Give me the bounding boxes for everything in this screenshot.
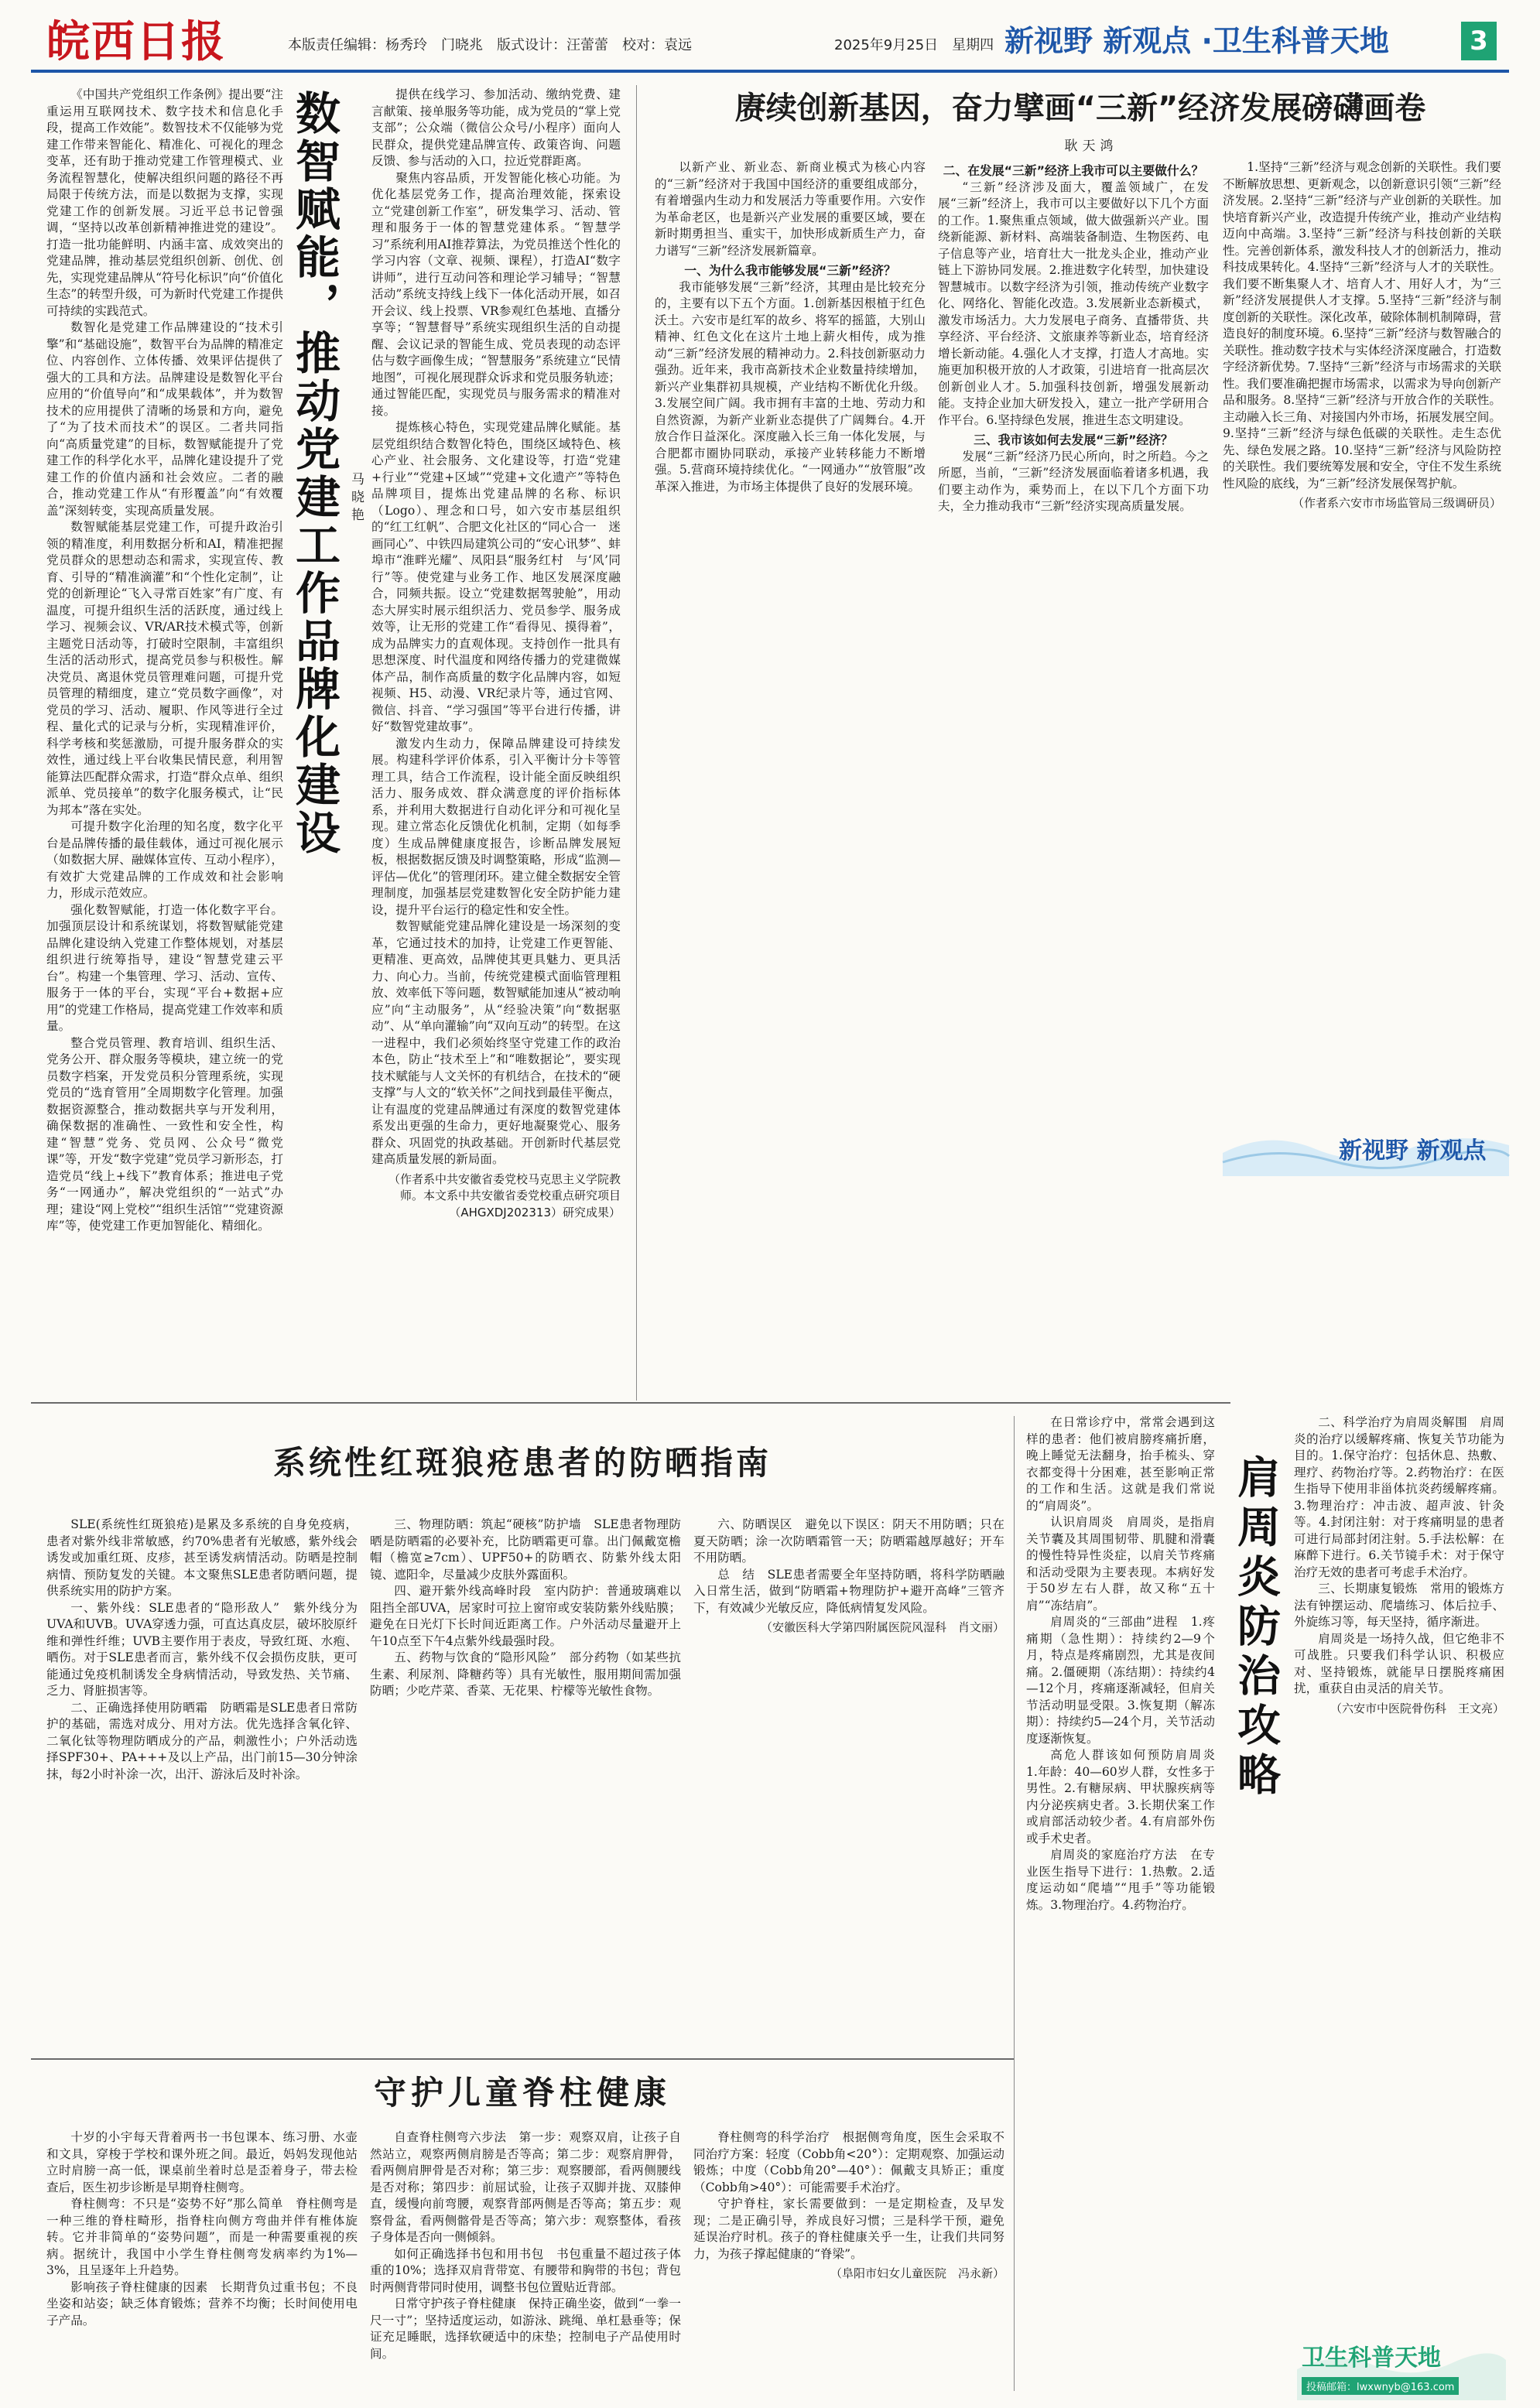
article1-para: 数智化是党建工作品牌建设的“技术引擎”和“基础设施”，数智平台为品牌的精准定位、内容创作、立体传播、效果评估提供了强大的工具和方法。品牌建设是数智化平台应用的“价值导向”和“成果载体”，并为数智技术的应用提供了清晰的场景和方向，避免了“为了技术而技术”的误区。二者共同指向“高质量党建”的目标，数智赋能提升了党建工作的科学化水平，品牌化建设提升了党建工作的价值内涵和社会效应。二者的融合，推动党建工作从“有形覆盖”向“有效覆盖”深刻转变，实现高质量发展。 bbox=[46, 320, 283, 518]
article3-col1 bbox=[46, 1517, 358, 2051]
article3-para: 五、药物与饮食的“隐形风险” 部分药物（如某些抗生素、利尿剂、降糖药等）具有光敏性，服用期间需加强防晒；少吃芹菜、香菜、无花果、柠檬等光敏性食物。 bbox=[370, 1650, 681, 1698]
article3-para: 一、紫外线：SLE患者的“隐形敌人” 紫外线分为UVA和UVB。UVA穿透力强，可直达真皮层，破坏胶原纤维和弹性纤维；UVB主要作用于表皮，导致红斑、水疱、晒伤。对于SLE患者而言，紫外线不仅会损伤皮肤，更可能通过免疫机制诱发全身病情活动，导致发热、关节痛、乏力、肾脏损害等。 bbox=[46, 1600, 358, 1698]
article2-section-text: “三新”经济涉及面大，覆盖领域广，在发展“三新”经济上，我市可以主要做好以下几个方面的工作。1.聚焦重点领域，做大做强新兴产业。围绕新能源、新材料、高端装备制造、生物医药、电子信息等产业，培育壮大一批龙头企业，推动产业链上下游协同发展。2.推进数字化转型，加快建设智慧城市。以数字经济为引领，推动传统产业数字化、网络化、智能化改造。3.发展新业态新模式，激发市场活力。大力发展电子商务、直播带货、共享经济、平台经济、文旅康养等新业态，培育经济增长新动能。4.强化人才支撑，打造人才高地。实施更加积极开放的人才政策，引进培育一批高层次创新创业人才。5.加强科技创新，增强发展新动能。支持企业加大研发投入，建立一批产学研用合作平台。6.坚持绿色发展，推进生态文明建设。 bbox=[938, 180, 1209, 427]
article3-para: 三、物理防晒：筑起“硬核”防护墙 SLE患者物理防晒是防晒霜的必要补充，比防晒霜更可靠。出门佩戴宽檐帽（檐宽≥7cm）、UPF50+的防晒衣、防紫外线太阳镜、遮阳伞，尽量减少皮肤外露面积。 bbox=[370, 1517, 681, 1582]
article4-para: 自查脊柱侧弯六步法 第一步：观察双肩，让孩子自然站立，观察两侧肩膀是否等高；第二步：观察肩胛骨，看两侧肩胛骨是否对称；第三步：观察腰部，看两侧腰线是否对称；第四步：前屈试验，让孩子双脚并拢、双膝伸直，缓慢向前弯腰，观察背部两侧是否等高；第五步：观察骨盆，看两侧髂骨是否等高；第六步：观察整体，看孩子身体是否向一侧倾斜。 bbox=[370, 2130, 681, 2244]
article4-para: 影响孩子脊柱健康的因素 长期背负过重书包；不良坐姿和站姿；缺乏体育锻炼；营养不均衡；长时间使用电子产品。 bbox=[46, 2280, 358, 2328]
article3-para: 总 结 SLE患者需要全年坚持防晒，将科学防晒融入日常生活，做到“防晒霜+物理防护+避开高峰”三管齐下，有效减少光敏反应，降低病情复发风险。 bbox=[693, 1567, 1004, 1615]
health-section-corner bbox=[1297, 2331, 1506, 2400]
article1-col1 bbox=[46, 87, 283, 1402]
article4-col2 bbox=[370, 2129, 681, 2393]
article1-para: 聚焦内容品质，开发智能化核心功能。为优化基层党务工作，提高治理效能，探索设立“党建创新工作室”，研发集学习、活动、管理和服务于一体的智慧党建体系。“智慧学习”系统利用AI推荐算法，为党员推送个性化的学习内容（文章、视频、课程），打造AI“数字讲师”，进行互动问答和理论学习辅导；“智慧活动”系统支持线上线下一体化活动开展，如召开会议、线上投票、VR参观红色基地、直播分享等；“智慧督导”系统实现组织生活的自动提醒、会议记录的智能生成、党员表现的动态评估与数字画像生成；“智慧服务”系统建立“民情地图”，可视化展现群众诉求和党员服务轨迹；通过智能匹配，实现党员与服务需求的精准对接。 bbox=[371, 170, 621, 418]
article3-para: 六、防晒误区 避免以下误区：阴天不用防晒；只在夏天防晒；涂一次防晒霜管一天；防晒霜越厚越好；开车不用防晒。 bbox=[693, 1517, 1004, 1565]
article2-author: 耿天鸿 bbox=[1064, 139, 1118, 154]
section-label: 卫生科普天地 bbox=[1302, 2345, 1441, 2372]
article4-para: 十岁的小宇每天背着两书一书包课本、练习册、水壶和文具，穿梭于学校和课外班之间。最近，妈妈发现他站立时肩膀一高一低，课桌前坐着时总是歪着身子，带去检查后，医生初步诊断是早期脊柱侧弯。 bbox=[46, 2130, 358, 2194]
article2-byline: （作者系六安市市场监管局三级调研员） bbox=[1292, 496, 1501, 510]
article5-col2 bbox=[1294, 1414, 1504, 2328]
divider bbox=[1014, 1416, 1015, 2391]
article3-col3 bbox=[693, 1517, 1004, 2051]
article5-col1 bbox=[1026, 1414, 1227, 2389]
section-tag: 新视野 新观点 bbox=[1339, 1137, 1487, 1165]
divider bbox=[636, 85, 637, 1401]
article5-para: 肩周炎是一场持久战，但它绝非不可战胜。只要我们科学认识、积极应对、坚持锻炼，就能早日摆脱疼痛困扰，重获自由灵活的肩关节。 bbox=[1294, 1631, 1504, 1695]
article4-para: 日常守护孩子脊柱健康 保持正确坐姿，做到“一拳一尺一寸”；坚持适度运动，如游泳、跳绳、单杠悬垂等；保证充足睡眠，选择软硬适中的床垫；控制电子产品使用时间。 bbox=[370, 2297, 681, 2361]
article5-byline: （六安市中医院骨伤科 王文亮） bbox=[1330, 1701, 1504, 1715]
divider bbox=[31, 2058, 1014, 2060]
article1-para: 强化数智赋能，打造一体化数字平台。加强顶层设计和系统谋划，将数智赋能党建品牌化建设纳入党建工作整体规划，对基层组织进行统筹指导，建设“智慧党建云平台”。构建一个集管理、学习、活动、宣传、服务于一体的平台，实现“平台+数据+应用”的党建工作格局，提高党建工作效率和质量。 bbox=[46, 902, 283, 1033]
article4-title: 守护儿童脊柱健康 bbox=[373, 2074, 671, 2112]
article1-para: 整合党员管理、教育培训、组织生活、党务公开、群众服务等模块，建立统一的党员数字档案，开发党员积分管理系统，实现党员的“选育管用”全周期数字化管理。加强数据资源整合，推动数据共享与开发利用，确保数据的准确性、一致性和安全性，构建“智慧”党务、党员网、公众号“微党课”等，开发“数字党建”党员学习新形态，打造党员“线上+线下”教育体系；推进电子党务“一网通办”，解决党组织的“一站式”办理；建设“网上党校”“组织生活馆”“党建资源库”等，使党建工作更加智能化、精细化。 bbox=[46, 1035, 283, 1233]
article2-section-head: 一、为什么我市能够发展“三新”经济？ bbox=[684, 263, 896, 278]
article2-section-head: 二、在发展“三新”经济上我市可以主要做什么？ bbox=[943, 163, 1204, 178]
article1-para: 可提升数字化治理的知名度，数字化平台是品牌传播的最佳载体，通过可视化展示（如数据大屏、融媒体宣传、互动小程序），有效扩大党建品牌的工作成效和社会影响力，形成示范效应。 bbox=[46, 819, 283, 900]
article1-col2 bbox=[371, 87, 621, 1219]
section-tag-band bbox=[1223, 1122, 1509, 1176]
article3-title: 系统性红斑狼疮患者的防晒指南 bbox=[272, 1444, 772, 1482]
article3-byline: （安徽医科大学第四附属医院风湿科 肖文丽） bbox=[760, 1620, 1004, 1634]
article1-para: 《中国共产党组织工作条例》提出要“注重运用互联网技术、数字技术和信息化手段，提高工作效能”。数智技术不仅能够为党建工作带来智能化、精准化、可视化的理念变革，还有助于推动党建工作管理模式、业务流程智慧化，使解决组织问题的路径不再局限于传统方法，而是以数据为支撑，实现党建工作的创新发展。习近平总书记曾强调，“坚持以改革创新精神推进党的建设”。打造一批功能鲜明、内涵丰富、成效突出的党建品牌，推动基层党组织创新、创优、创先，实现党建品牌从“符号化标识”向“价值化生态”的转型升级，可为新时代党建工作提供可持续的实践范式。 bbox=[46, 87, 283, 318]
masthead bbox=[0, 0, 1540, 77]
article2-section-text: 发展“三新”经济乃民心所向，时之所趋。今之所愿，当前，“三新”经济发展面临着诸多机遇，我们要主动作为，乘势而上，在以下几个方面下功夫，全力推动我市“三新”经济实现高质量发展。 bbox=[938, 449, 1209, 513]
editor-line: 本版责任编辑：杨秀玲 门晓兆 版式设计：汪蕾蕾 校对：袁远 bbox=[288, 37, 692, 53]
article1-title: 数智赋能，推动党建工作品牌化建设 bbox=[288, 90, 341, 857]
article1-para: 数智赋能党建品牌化建设是一场深刻的变革，它通过技术的加持，让党建工作更智能、更精准、更高效，品牌使其更具魅力、更具活力、向心力。当前，传统党建模式面临管理粗放、效率低下等问题，数智赋能加速从“被动响应”向“主动服务”，从“经验决策”向“数据驱动”、从“单向灌输”向“双向互动”的转型。在这一进程中，我们必须始终坚守党建工作的政治本色，防止“技术至上”和“唯数据论”，要实现技术赋能与人文关怀的有机结合，在技术的“硬支撑”与人文的“软关怀”之间找到最佳平衡点，让有温度的党建品牌通过有深度的数智党建体系发出更强的生命力，更好地凝聚党心、服务群众、巩固党的执政基础。开创新时代基层党建高质量发展的新局面。 bbox=[371, 919, 621, 1166]
section-title: 新视野 新观点 ·卫生科普天地 bbox=[1004, 24, 1389, 58]
article5-para: 肩周炎的家庭治疗方法 在专业医生指导下进行：1.热敷。2.适度运动如“爬墙”“甩手”等功能锻炼。3.物理治疗。4.药物治疗。 bbox=[1026, 1848, 1215, 1912]
article4-col3 bbox=[693, 2129, 1004, 2393]
article1-para: 提炼核心特色，实现党建品牌化赋能。基层党组织结合数智化特色，围绕区域特色、核心产业、社会服务、文化建设等，打造“党建+行业”“党建+区域”“党建+文化遗产”等特色品牌项目，提炼出党建品牌的名称、标识（Logo）、理念和口号，如六安市基层组织的“红工红帆”、合肥文化社区的“同心合一 迷画同心”、中铁四局建筑公司的“安心讯梦”、蚌埠市“淮畔光耀”、凤阳县“服务红村 与‘风’同行”等。使党建与业务工作、地区发展深度融合，同频共振。设立“党建数据驾驶舱”，用动态大屏实时展示组织活力、党员参学、服务成效等，让无形的党建工作“看得见、摸得着”，成为品牌实力的直观体现。支持创作一批具有思想深度、时代温度和网络传播力的党建微媒体产品，制作高质量的数字化品牌内容，如短视频、H5、动漫、VR纪录片等，通过官网、微信、抖音、“学习强国”等平台进行传播，讲好“数智党建故事”。 bbox=[371, 420, 621, 734]
article4-col1 bbox=[46, 2129, 358, 2393]
article1-para: 数智赋能基层党建工作，可提升政治引领的精准度，利用数据分析和AI，精准把握党员群众的思想动态和需求，实现宣传、教育、引导的“精准滴灌”和“个性化定制”，让党的创新理论“飞入寻常百姓家”有广度、有温度，可提升组织生活的活跃度，通过线上学习、视频会议、VR/AR技术模式等，创新主题党日活动等，打破时空限制，丰富组织生活的活动形式，提高党员参与积极性。解决党员、离退休党员管理难问题，可提升党员管理的精细度，建立“党员数字画像”，对党员的学习、活动、履职、作风等进行全过程、量化式的记录与分析，实现精准评价，科学考核和奖惩激励，可提升服务群众的实效性，通过线上平台收集民情民意，利用智能算法匹配群众需求，打造“群众点单、组织派单、党员接单”的数字化服务模式，让“民为邦本”落在实处。 bbox=[46, 520, 283, 817]
article4-para: 守护脊柱，家长需要做到：一是定期检查，及早发现；二是正确引导，养成良好习惯；三是科学干预，避免延误治疗时机。孩子的脊柱健康关乎一生，让我们共同努力，为孩子撑起健康的“脊梁”。 bbox=[693, 2197, 1004, 2261]
article5-para: 三、长期康复锻炼 常用的锻炼方法有钟摆运动、爬墙练习、体后拉手、外旋练习等，每天坚持，循序渐进。 bbox=[1294, 1582, 1504, 1629]
article5-para: 认识肩周炎 肩周炎，是指肩关节囊及其周围韧带、肌腱和滑囊的慢性特异性炎症，以肩关节疼痛和活动受限为主要表现。本病好发于50岁左右人群，故又称“五十肩”“冻结肩”。 bbox=[1026, 1515, 1215, 1613]
article4-byline: （阜阳市妇女儿童医院 冯永新） bbox=[830, 2266, 1004, 2280]
article3-para: 二、正确选择使用防晒霜 防晒霜是SLE患者日常防护的基础，需选对成分、用对方法。优先选择含氧化锌、二氧化钛等物理防晒成分的产品，刺激性小；户外活动选择SPF30+、PA+++及以上产品，出门前15—30分钟涂抹，每2小时补涂一次，出汗、游泳后及时补涂。 bbox=[46, 1700, 358, 1781]
issue-date: 2025年9月25日 星期四 bbox=[834, 37, 994, 53]
masthead-rule bbox=[31, 70, 1509, 73]
divider bbox=[31, 1402, 1230, 1404]
article4-para: 脊柱侧弯的科学治疗 根据侧弯角度，医生会采取不同治疗方案：轻度（Cobb角<20°）：定期观察、加强运动锻炼；中度（Cobb角20°—40°）：佩戴支具矫正；重度（Cobb角>40°）：可能需要手术治疗。 bbox=[693, 2130, 1004, 2194]
article1-para: 提供在线学习、参加活动、缴纳党费、建言献策、接单服务等功能，成为党员的“掌上党支部”；公众端（微信公众号/小程序）面向人民群众，提供党建品牌宣传、政策咨询、问题反馈、参与活动的入口，拉近党群距离。 bbox=[371, 87, 621, 168]
article2-title: 赓续创新基因，奋力擘画“三新”经济发展磅礴画卷 bbox=[734, 91, 1426, 126]
submission-email: 投稿邮箱：lwxwnyb@163.com bbox=[1302, 2377, 1459, 2395]
article5-para: 肩周炎的“三部曲”进程 1.疼痛期（急性期）：持续约2—9个月，特点是疼痛剧烈，尤其是夜间痛。2.僵硬期（冻结期）：持续约4—12个月，疼痛逐渐减轻，但肩关节活动明显受限。3.恢复期（解冻期）：持续约5—24个月，关节活动度逐渐恢复。 bbox=[1026, 1615, 1215, 1746]
article1-author: 马晓艳 bbox=[348, 472, 364, 525]
article5-para: 二、科学治疗为肩周炎解围 肩周炎的治疗以缓解疼痛、恢复关节功能为目的。1.保守治疗：包括休息、热敷、理疗、药物治疗等。2.药物治疗：在医生指导下使用非甾体抗炎药缓解疼痛。3.物理治疗：冲击波、超声波、针灸等。4.封闭注射：对于疼痛明显的患者可进行局部封闭注射。5.手法松解：在麻醉下进行。6.关节镜手术：对于保守治疗无效的患者可考虑手术治疗。 bbox=[1294, 1415, 1504, 1579]
article5-para: 在日常诊疗中，常常会遇到这样的患者：他们被肩膀疼痛折磨，晚上睡觉无法翻身，抬手梳头、穿衣都变得十分困难，甚至影响正常的工作和生活。这就是我们常说的“肩周炎”。 bbox=[1026, 1415, 1215, 1513]
article2-col3 bbox=[1223, 159, 1501, 1111]
article3-para: SLE(系统性红斑狼疮)是累及多系统的自身免疫病，患者对紫外线非常敏感，约70%患者有光敏感，紫外线会诱发或加重红斑、皮疹，甚至诱发病情活动。防晒是控制病情、预防复发的关键。本文聚焦SLE患者防晒问题，提供系统实用的防护方案。 bbox=[46, 1517, 358, 1598]
article2-col1 bbox=[655, 159, 926, 1196]
article2-col2 bbox=[938, 159, 1209, 1196]
article2-section-text: 1.坚持“三新”经济与观念创新的关联性。我们要不断解放思想、更新观念，以创新意识引领“三新”经济发展。2.坚持“三新”经济与产业创新的关联性。加快培育新兴产业，改造提升传统产业，推动产业结构迈向中高端。3.坚持“三新”经济与科技创新的关联性。完善创新体系，激发科技人才的创新活力，推动科技成果转化。4.坚持“三新”经济与人才的关联性。我们要不断集聚人才、培育人才、用好人才，为“三新”经济发展提供人才支撑。5.坚持“三新”经济与制度创新的关联性。深化改革，破除体制机制障碍，营造良好的制度环境。6.坚持“三新”经济与数智融合的关联性。推动数字技术与实体经济深度融合，打造数字经济新优势。7.坚持“三新”经济与市场需求的关联性。我们要准确把握市场需求，以需求为导向创新产品和服务。8.坚持“三新”经济与开放合作的关联性。主动融入长三角、对接国内外市场，拓展发展空间。9.坚持“三新”经济与绿色低碳的关联性。走生态优先、绿色发展之路。10.坚持“三新”经济与风险防控的关联性。我们要统筹发展和安全，守住不发生系统性风险的底线，为“三新”经济发展保驾护航。 bbox=[1223, 160, 1501, 491]
article5-title: 肩周炎防治攻略 bbox=[1230, 1455, 1281, 1801]
article2-section-head: 三、我市该如何去发展“三新”经济？ bbox=[974, 433, 1173, 447]
article3-col2 bbox=[370, 1517, 681, 2051]
newspaper-logo: 皖西日报 bbox=[46, 16, 226, 67]
article1-para: 激发内生动力，保障品牌建设可持续发展。构建科学评价体系，引入平衡计分卡等管理工具，结合工作流程，设计能全面反映组织活力、服务成效、群众满意度的评价指标体系，并利用大数据进行自动化评分和可视化呈现。建立常态化反馈优化机制，定期（如每季度）生成品牌健康度报告，诊断品牌发展短板，根据数据反馈及时调整策略，形成“监测—评估—优化”的管理闭环。建立健全数据安全管理制度，加强基层党建数智化安全防护能力建设，提升平台运行的稳定性和安全性。 bbox=[371, 736, 621, 917]
article3-para: 四、避开紫外线高峰时段 室内防护：普通玻璃难以阻挡全部UVA，居家时可拉上窗帘或安装防紫外线贴膜；避免在日光灯下长时间近距离工作。户外活动尽量避开上午10点至下午4点紫外线最强时段。 bbox=[370, 1584, 681, 1648]
page-number: 3 bbox=[1470, 26, 1488, 56]
article4-para: 脊柱侧弯：不只是“姿势不好”那么简单 脊柱侧弯是一种三维的脊柱畸形，指脊柱向侧方弯曲并伴有椎体旋转。它并非简单的“姿势问题”，而是一种需要重视的疾病。据统计，我国中小学生脊柱侧弯发病率约为1%—3%，且呈逐年上升趋势。 bbox=[46, 2197, 358, 2277]
article2-intro: 以新产业、新业态、新商业模式为核心内容的“三新”经济对于我国中国经济的重要组成部分，有着增强内生动力和发展活力等重要作用。六安作为革命老区，也是新兴产业发展的重要区域，要在新时期勇担当、重实干，加快形成新质生产力，奋力谱写“三新”经济发展新篇章。 bbox=[655, 160, 926, 258]
article1-byline: （作者系中共安徽省委党校马克思主义学院教师。本文系中共安徽省委党校重点研究项目（AHGXDJ202313）研究成果） bbox=[388, 1172, 621, 1219]
article4-para: 如何正确选择书包和用书包 书包重量不超过孩子体重的10%；选择双肩背带宽、有腰带和胸带的书包；背包时两侧背带同时使用，调整书包位置贴近背部。 bbox=[370, 2246, 681, 2294]
page-number-badge bbox=[1461, 22, 1497, 60]
article5-para: 高危人群该如何预防肩周炎 1.年龄：40—60岁人群，女性多于男性。2.有糖尿病、甲状腺疾病等内分泌疾病史者。3.长期伏案工作或肩部活动较少者。4.有肩部外伤或手术史者。 bbox=[1026, 1748, 1227, 1845]
article2-section-text: 我市能够发展“三新”经济，其理由是比较充分的，主要有以下五个方面。1.创新基因根植于红色沃土。六安市是红军的故乡、将军的摇篮，大别山精神、红色文化在这片土地上薪火相传，成为推动“三新”经济发展的精神动力。2.科技创新驱动力强劲。近年来，我市高新技术企业数量持续增加，新兴产业集群初具规模，产业结构不断优化升级。3.发展空间广阔。我市拥有丰富的土地、劳动力和自然资源，为新产业新业态提供了广阔舞台。4.开放合作日益深化。深度融入长三角一体化发展，与合肥都市圈协同联动，承接产业转移能力不断增强。5.营商环境持续优化。“一网通办”“放管服”改革深入推进，为市场主体提供了良好的发展环境。 bbox=[655, 279, 926, 494]
